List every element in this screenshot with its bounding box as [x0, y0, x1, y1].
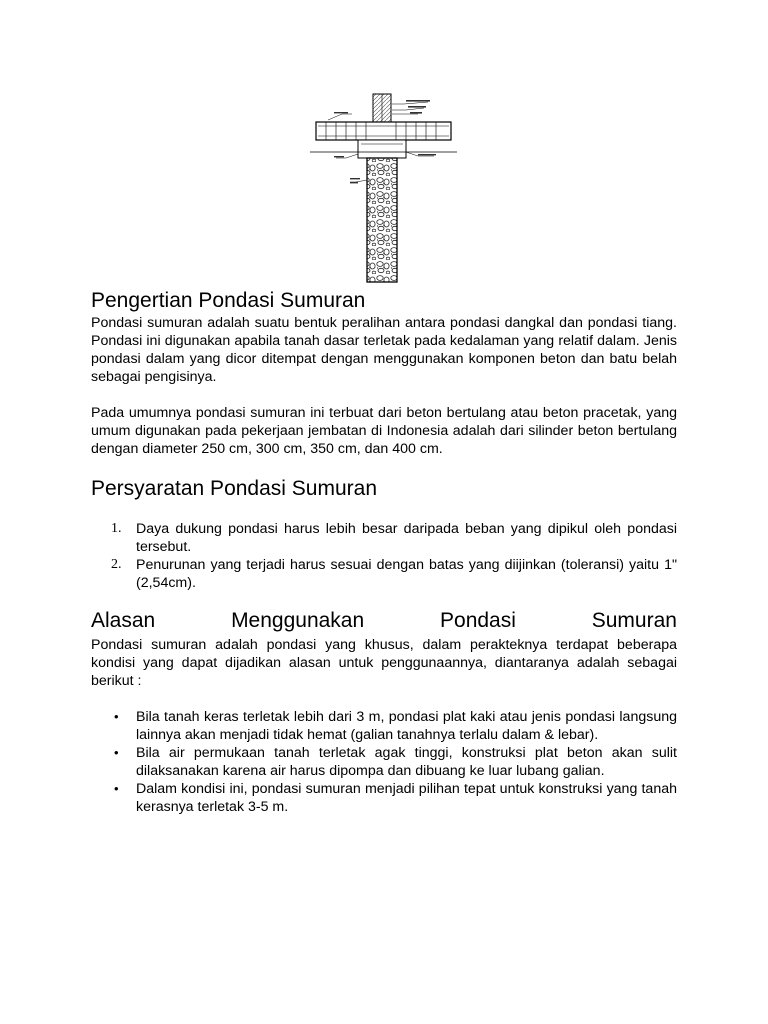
heading-word: Alasan — [91, 609, 156, 632]
requirements-list — [91, 520, 677, 592]
foundation-diagram-svg — [306, 92, 461, 284]
bullet-icon: • — [114, 709, 119, 724]
list-item-text: Daya dukung pondasi harus lebih besar daripada beban yang dipikul oleh pondasi tersebut. — [136, 521, 677, 555]
list-item — [91, 780, 677, 816]
base-step — [358, 140, 406, 158]
list-item-text: Bila air permukaan tanah terletak agak tinggi, konstruksi plat beton akan sulit dilaksanakan karena air harus dipompa dan dibuang ke luar lubang galian. — [136, 745, 677, 779]
list-number: 1. — [111, 521, 122, 536]
heading-persyaratan: Persyaratan Pondasi Sumuran — [91, 477, 377, 500]
paragraph-material: Pada umumnya pondasi sumuran ini terbuat dari beton bertulang atau beton pracetak, yang umum digunakan pada pekerjaan jembatan di Indonesia adalah dari silinder beton bertulang dengan diameter 250 cm, 300 cm, 350 cm, dan 400 cm. — [91, 405, 677, 457]
list-item-text: Penurunan yang terjadi harus sesuai dengan batas yang diijinkan (toleransi) yaitu 1" (2,54cm). — [136, 557, 677, 591]
paragraph-definition: Pondasi sumuran adalah suatu bentuk peralihan antara pondasi dangkal dan pondasi tiang. Pondasi ini digunakan apabila tanah dasar terletak pada kedalaman yang relatif dalam. Jenis pondasi dalam yang dicor ditempat dengan menggunakan komponen beton dan batu belah sebagai pengisinya. — [91, 315, 677, 385]
heading-alasan — [91, 609, 677, 633]
foundation-diagram — [306, 92, 461, 284]
heading-pengertian: Pengertian Pondasi Sumuran — [91, 289, 366, 312]
well-shaft — [367, 158, 397, 282]
paragraph-reasons-intro: Pondasi sumuran adalah pondasi yang khusus, dalam perakteknya terdapat beberapa kondisi yang dapat dijadikan alasan untuk penggunaannya, diantaranya adalah sebagai berikut : — [91, 637, 677, 689]
list-item — [91, 744, 677, 780]
reasons-list — [91, 708, 677, 816]
list-number: 2. — [111, 557, 122, 572]
list-item — [91, 556, 677, 592]
bullet-icon: • — [114, 781, 119, 796]
list-item — [91, 520, 677, 556]
heading-word: Sumuran — [591, 609, 677, 632]
heading-word: Pondasi — [440, 609, 516, 632]
list-item-text: Bila tanah keras terletak lebih dari 3 m, pondasi plat kaki atau jenis pondasi langsung lainnya akan menjadi tidak hemat (galian tanahnya terlalu dalam & lebar). — [136, 709, 677, 743]
heading-word: Menggunakan — [231, 609, 365, 632]
list-item-text: Dalam kondisi ini, pondasi sumuran menjadi pilihan tepat untuk konstruksi yang tanah kerasnya terletak 3-5 m. — [136, 781, 677, 815]
list-item — [91, 708, 677, 744]
bullet-icon: • — [114, 745, 119, 760]
